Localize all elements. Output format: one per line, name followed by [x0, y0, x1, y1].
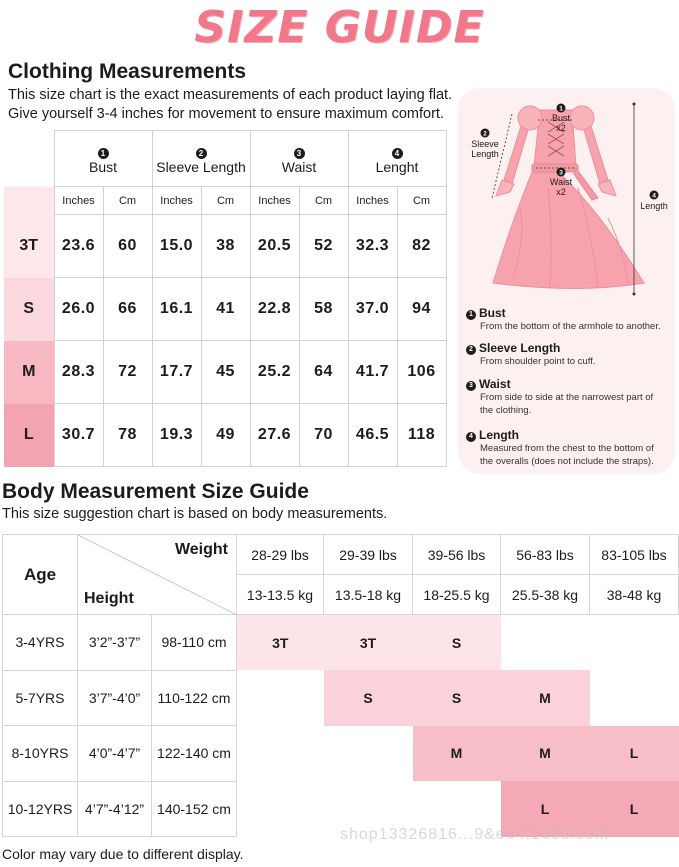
bust-diagram-label: Bust	[551, 113, 571, 123]
table-cell: 32.3	[348, 215, 397, 278]
unit-label: Inches	[348, 187, 397, 215]
height-in-cell: 3’7”-4’0”	[78, 670, 152, 726]
height-cm-cell: 98-110 cm	[152, 615, 237, 671]
unit-label: Cm	[201, 187, 250, 215]
table-cell: 38	[201, 215, 250, 278]
column-label: Bust	[88, 158, 117, 175]
table-cell: 19.3	[152, 404, 201, 467]
legend-title: Sleeve Length	[479, 341, 561, 355]
size-cell: 3T	[237, 615, 324, 671]
table-row	[3, 615, 679, 671]
table-cell: 49	[201, 404, 250, 467]
table-cell: 70	[299, 404, 348, 467]
size-label: 3T	[4, 215, 54, 278]
table-cell: 28.3	[54, 341, 103, 404]
table-cell: 23.6	[54, 215, 103, 278]
weight-label: Weight	[174, 541, 228, 558]
length-number-badge: 4	[392, 148, 403, 159]
legend-desc: the overalls (does not include the straps).	[480, 456, 654, 467]
table-cell: 60	[103, 215, 152, 278]
page-title: SIZE GUIDE	[194, 2, 485, 53]
height-cm-cell: 110-122 cm	[152, 670, 237, 726]
table-row	[4, 278, 446, 341]
table-cell: 25.2	[250, 341, 299, 404]
waist-number-badge: 3	[294, 148, 305, 159]
weight-kg-cell: 25.5-38 kg	[501, 575, 590, 615]
waist-diagram-label: Waist	[549, 177, 573, 187]
table-cell: 58	[299, 278, 348, 341]
size-cell	[590, 615, 679, 671]
table-cell: 66	[103, 278, 152, 341]
table-cell: 41.7	[348, 341, 397, 404]
table-cell: 26.0	[54, 278, 103, 341]
table-cell: 41	[201, 278, 250, 341]
height-in-cell: 4’0”-4’7”	[78, 726, 152, 782]
legend-desc: the clothing.	[480, 405, 532, 416]
weight-kg-cell: 18-25.5 kg	[413, 575, 501, 615]
size-label: S	[4, 278, 54, 341]
table-row	[4, 404, 446, 467]
size-cell: S	[413, 670, 501, 726]
table-cell: 27.6	[250, 404, 299, 467]
legend-item-waist	[466, 377, 653, 417]
waist-badge-number: 3	[559, 169, 563, 177]
table-cell: 37.0	[348, 278, 397, 341]
age-header: Age	[3, 535, 78, 615]
column-header-sleeve-length	[152, 131, 250, 187]
table-cell: 72	[103, 341, 152, 404]
age-cell: 10-12YRS	[3, 781, 78, 837]
sleeve-diagram-label-1: Sleeve	[471, 139, 499, 149]
table-cell: 64	[299, 341, 348, 404]
legend-number-badge: 4	[466, 432, 476, 442]
size-cell: S	[413, 615, 501, 671]
height-in-cell: 3’2”-3’7”	[78, 615, 152, 671]
height-cm-cell: 122-140 cm	[152, 726, 237, 782]
table-cell: 45	[201, 341, 250, 404]
legend-number-badge: 2	[466, 345, 476, 355]
size-cell	[501, 615, 590, 671]
table-cell: 118	[397, 404, 446, 467]
legend-number-badge: 1	[466, 310, 476, 320]
sleeve-number-badge: 2	[196, 148, 207, 159]
table-cell: 16.1	[152, 278, 201, 341]
weight-lbs-cell: 39-56 lbs	[413, 535, 501, 575]
unit-label: Inches	[152, 187, 201, 215]
length-diagram-label: Length	[640, 201, 668, 211]
legend-title: Waist	[479, 377, 511, 391]
table-cell: 94	[397, 278, 446, 341]
clothing-measurements-table	[4, 130, 447, 467]
legend-title: Length	[479, 428, 519, 442]
size-cell: M	[413, 726, 501, 782]
unit-label: Inches	[250, 187, 299, 215]
unit-row-spacer	[4, 187, 54, 215]
height-label: Height	[84, 590, 134, 607]
weight-lbs-cell: 29-39 lbs	[324, 535, 413, 575]
size-cell: 3T	[324, 615, 413, 671]
legend-desc: From shoulder point to cuff.	[480, 356, 596, 367]
left-long-sleeve	[504, 126, 528, 184]
table-cell: 17.7	[152, 341, 201, 404]
unit-label: Inches	[54, 187, 103, 215]
column-header-length	[348, 131, 446, 187]
legend-item-bust	[466, 306, 661, 333]
table-row	[4, 215, 446, 278]
body-size-table	[2, 534, 679, 837]
age-cell: 8-10YRS	[3, 726, 78, 782]
size-cell: L	[590, 781, 679, 837]
column-header-bust	[54, 131, 152, 187]
waist-diagram-multiplier: x2	[556, 187, 566, 197]
unit-label: Cm	[103, 187, 152, 215]
column-header-waist	[250, 131, 348, 187]
table-cell: 82	[397, 215, 446, 278]
legend-desc: From side to side at the narrowest part of	[480, 392, 654, 403]
legend-desc: Measured from the chest to the bottom of	[480, 443, 654, 454]
bust-badge-number: 1	[559, 105, 563, 113]
table-cell: 15.0	[152, 215, 201, 278]
age-cell: 3-4YRS	[3, 615, 78, 671]
weight-lbs-cell: 28-29 lbs	[237, 535, 324, 575]
column-label: Lenght	[375, 158, 419, 175]
legend-number-badge: 3	[466, 381, 476, 391]
table-cell: 30.7	[54, 404, 103, 467]
weight-lbs-cell: 56-83 lbs	[501, 535, 590, 575]
body-heading: Body Measurement Size Guide	[2, 480, 309, 503]
table-row	[3, 670, 679, 726]
unit-label: Cm	[299, 187, 348, 215]
size-cell	[590, 670, 679, 726]
sleeve-diagram-label-2: Length	[471, 149, 499, 159]
dress-waistband	[532, 164, 578, 172]
table-cell: 22.8	[250, 278, 299, 341]
table-corner	[4, 131, 54, 187]
column-label: Sleeve Length	[156, 158, 246, 175]
table-row	[3, 726, 679, 782]
table-cell: 78	[103, 404, 152, 467]
watermark: shop13326816...9&e64.1688.com	[340, 826, 610, 843]
size-label: L	[4, 404, 54, 467]
table-cell: 46.5	[348, 404, 397, 467]
legend-item-sleeve-length	[466, 341, 595, 368]
size-label: M	[4, 341, 54, 404]
body-desc: This size suggestion chart is based on body measurements.	[2, 506, 388, 522]
unit-label: Cm	[397, 187, 446, 215]
size-cell	[324, 726, 413, 782]
size-cell	[237, 781, 324, 837]
height-in-cell: 4’7”-4’12”	[78, 781, 152, 837]
table-cell: 106	[397, 341, 446, 404]
table-row	[4, 341, 446, 404]
weight-kg-cell: 13.5-18 kg	[324, 575, 413, 615]
clothing-heading: Clothing Measurements	[8, 60, 247, 83]
clothing-desc-2: Give yourself 3-4 inches for movement to ensure maximum comfort.	[8, 106, 444, 122]
weight-kg-cell: 38-48 kg	[590, 575, 679, 615]
legend-item-length	[466, 428, 654, 468]
dress-diagram	[458, 88, 675, 303]
size-cell: M	[501, 670, 590, 726]
weight-height-header	[78, 535, 237, 615]
weight-lbs-cell: 83-105 lbs	[590, 535, 679, 575]
legend-desc: From the bottom of the armhole to another.	[480, 321, 661, 332]
bust-diagram-multiplier: x2	[556, 123, 566, 133]
size-cell	[237, 670, 324, 726]
size-cell: L	[590, 726, 679, 782]
sleeve-badge-number: 2	[483, 130, 487, 138]
length-badge-number: 4	[652, 192, 656, 200]
weight-kg-cell: 13-13.5 kg	[237, 575, 324, 615]
clothing-desc-1: This size chart is the exact measurements of each product laying flat.	[8, 87, 453, 103]
size-cell: S	[324, 670, 413, 726]
footer-note: Color may vary due to different display.	[2, 846, 244, 862]
legend-title: Bust	[479, 306, 506, 320]
size-cell: M	[501, 726, 590, 782]
table-cell: 20.5	[250, 215, 299, 278]
bust-number-badge: 1	[98, 148, 109, 159]
age-cell: 5-7YRS	[3, 670, 78, 726]
size-cell	[237, 726, 324, 782]
right-long-sleeve	[584, 126, 608, 184]
size-cell: L	[501, 781, 590, 837]
height-cm-cell: 140-152 cm	[152, 781, 237, 837]
column-label: Waist	[281, 158, 317, 175]
table-cell: 52	[299, 215, 348, 278]
